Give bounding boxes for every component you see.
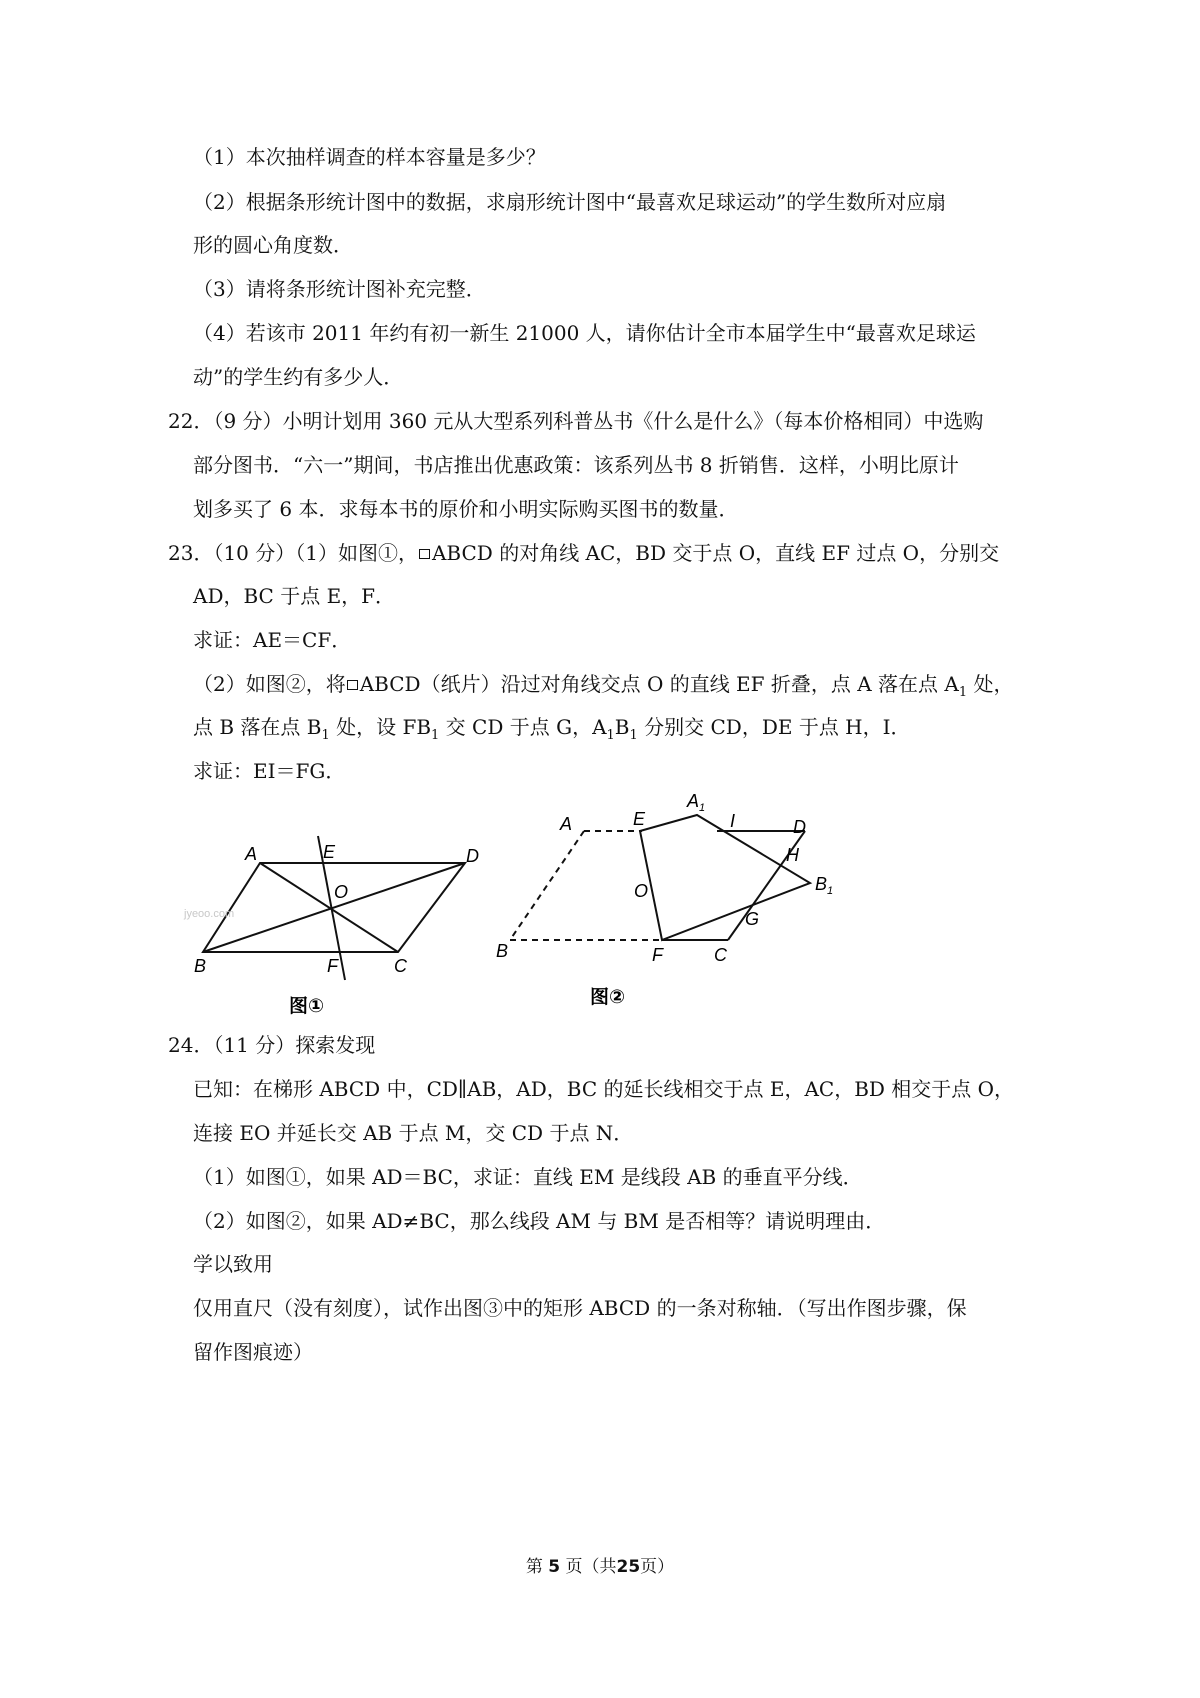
q23-p2-end: 处， <box>967 672 1014 696</box>
label-f: F <box>652 945 663 965</box>
text-seg: 分别交 CD，DE 于点 H，I． <box>637 715 911 739</box>
label-o: O <box>634 881 649 901</box>
q21-part2-line1: （2）根据条形统计图中的数据，求扇形统计图中“最喜欢足球运动”的学生数所对应扇 <box>193 190 947 214</box>
label-b1: $B_1$ <box>815 874 834 897</box>
subscript: 1 <box>321 728 330 743</box>
label-d: D <box>793 817 806 837</box>
label-o: O <box>334 882 349 902</box>
label-b: B <box>194 956 207 976</box>
q24-line3: 仅用直尺（没有刻度），试作出图③中的矩形 ABCD 的一条对称轴．（写出作图步骤，保 <box>193 1296 967 1320</box>
label-i: I <box>730 811 736 831</box>
q23-number: 23．（10 分）（1）如图①， <box>168 541 418 565</box>
q23-line1 <box>168 540 999 566</box>
q22-line2: 部分图书．“六一”期间，书店推出优惠政策：该系列丛书 8 折销售．这样，小明比原计 <box>193 453 959 477</box>
label-c: C <box>394 956 407 976</box>
q24-part2: （2）如图②，如果 AD≠BC，那么线段 AM 与 BM 是否相等？请说明理由． <box>193 1209 886 1233</box>
label-a: A <box>245 844 258 864</box>
q23-p2-rest: ABCD（纸片）沿过对角线交点 O 的直线 EF 折叠，点 A 落在点 A <box>359 672 959 696</box>
text-seg: 点 B 落在点 B <box>193 715 322 739</box>
figure-2-caption: 图② <box>590 987 626 1008</box>
parallelogram-icon <box>347 680 358 690</box>
parallelogram-icon <box>419 549 430 559</box>
q24-title: 24．（11 分）探索发现 <box>168 1033 376 1057</box>
q23-line1-rest: ABCD 的对角线 AC，BD 交于点 O，直线 EF 过点 O，分别交 <box>431 541 1000 565</box>
page-total: 25 <box>616 1557 641 1577</box>
q23-part2-line1 <box>193 671 1014 706</box>
subscript: 1 <box>629 728 638 743</box>
q24-part1: （1）如图①，如果 AD＝BC，求证：直线 EM 是线段 AB 的垂直平分线． <box>193 1165 863 1189</box>
q24-line4: 留作图痕迹） <box>193 1340 313 1364</box>
q21-part4-line2: 动”的学生约有多少人． <box>193 365 404 389</box>
text-seg: 处，设 FB <box>329 715 432 739</box>
label-d: D <box>466 846 479 866</box>
footer-mid: 页（共 <box>565 1557 617 1577</box>
page-number: 5 <box>548 1557 561 1577</box>
subscript: 1 <box>606 728 615 743</box>
label-e: E <box>633 809 646 829</box>
q21-part3: （3）请将条形统计图补充完整． <box>193 277 486 301</box>
diagonal-bd <box>203 863 465 952</box>
text-seg: 交 CD 于点 G，A <box>439 715 607 739</box>
subscript: 1 <box>431 728 440 743</box>
subscript: 1 <box>958 685 968 700</box>
q24-line2: 连接 EO 并延长交 AB 于点 M，交 CD 于点 N． <box>193 1121 634 1145</box>
label-c: C <box>714 945 727 965</box>
q21-part4-line1: （4）若该市 2011 年约有初一新生 21000 人，请你估计全市本届学生中“最喜欢足球运 <box>193 321 976 345</box>
watermark: jyeoo.com <box>184 908 235 920</box>
label-b: B <box>496 941 509 961</box>
label-a: A <box>560 814 573 834</box>
q22-line1: 22．（9 分）小明计划用 360 元从大型系列科普丛书《什么是什么》（每本价格相同）中选购 <box>168 409 984 433</box>
label-a1: $A_1$ <box>687 791 706 814</box>
q23-part2-line2 <box>193 714 911 749</box>
label-e: E <box>323 842 336 862</box>
label-h: H <box>786 845 799 865</box>
page-footer <box>0 1552 1200 1577</box>
q21-part2-line2: 形的圆心角度数． <box>193 233 353 257</box>
q23-prove1: 求证：AE＝CF． <box>193 628 352 652</box>
q23-p2-pre: （2）如图②，将 <box>193 672 346 696</box>
figure-1-caption: 图① <box>289 996 325 1017</box>
text-seg: B <box>614 715 630 739</box>
diagonal-ac <box>260 863 398 952</box>
q24-line1: 已知：在梯形 ABCD 中，CD∥AB，AD，BC 的延长线相交于点 E，AC，BD 相交于点 O， <box>193 1077 1015 1101</box>
footer-post: 页） <box>640 1557 675 1577</box>
footer-pre: 第 <box>525 1557 543 1577</box>
label-g: G <box>745 909 760 929</box>
dashed-ab <box>510 831 584 940</box>
folded-quadrilateral <box>640 815 810 940</box>
label-f: F <box>327 956 338 976</box>
q24-apply-heading: 学以致用 <box>193 1252 273 1276</box>
q23-line2: AD，BC 于点 E，F． <box>193 584 396 608</box>
figure-2-diagram <box>490 785 850 1015</box>
q22-line3: 划多买了 6 本．求每本书的原价和小明实际购买图书的数量． <box>193 497 739 521</box>
q23-prove2: 求证：EI＝FG． <box>193 759 346 783</box>
q21-part1: （1）本次抽样调查的样本容量是多少？ <box>193 145 546 169</box>
figure-1-diagram <box>184 830 500 1020</box>
